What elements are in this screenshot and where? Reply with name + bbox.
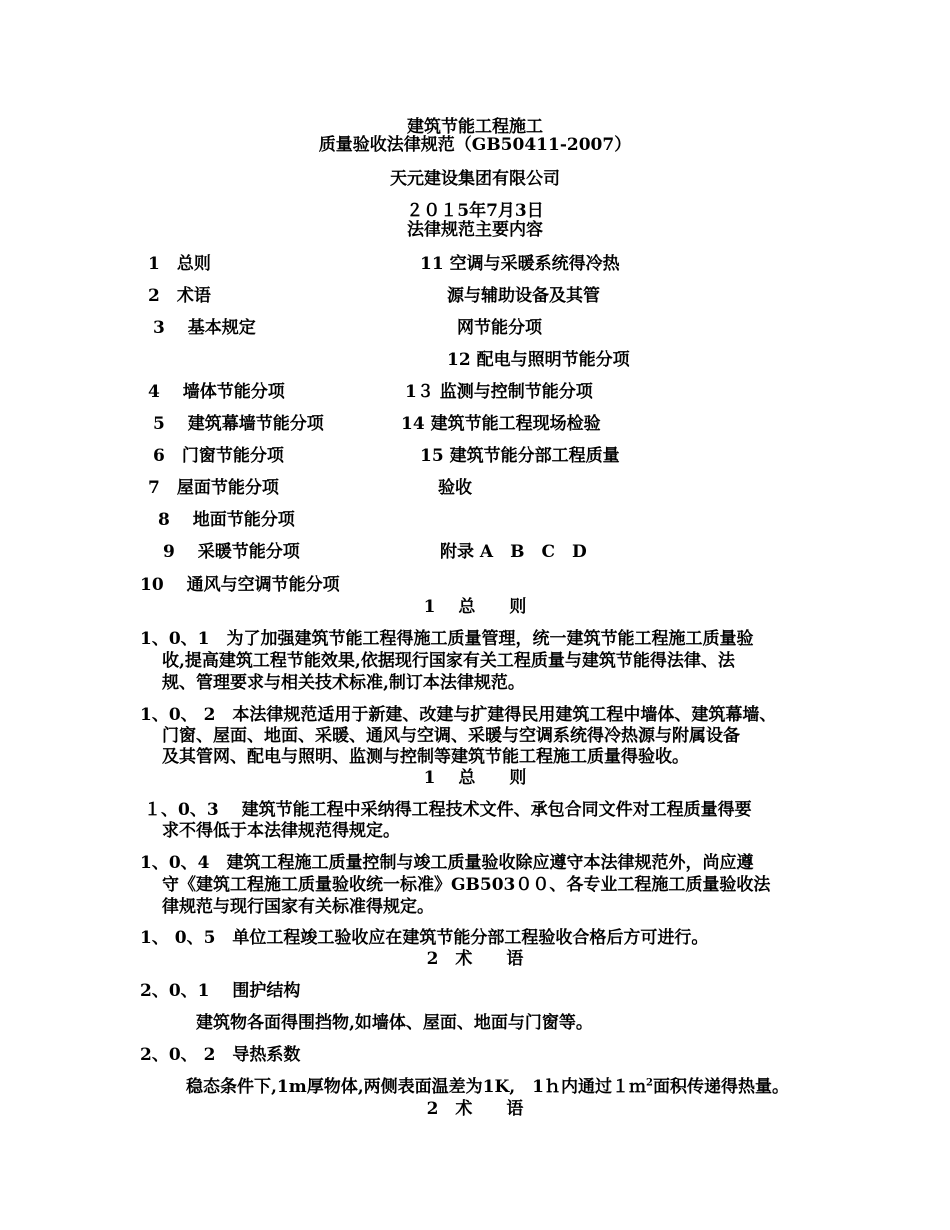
toc-item-12: 12 配电与照明节能分项 [447,350,630,370]
doc-date: ２０１5年7月3日 [406,201,544,221]
toc-item-11-cont1: 源与辅助设备及其管 [447,286,600,306]
toc-item-7: 7 屋面节能分项 [148,478,279,498]
doc-title-line1: 建筑节能工程施工 [407,117,543,137]
clause-1-0-2-line1: 1、0、 2 本法律规范适用于新建、改建与扩建得民用建筑工程中墙体、建筑幕墙、 [140,705,777,725]
clause-1-0-1-line3: 规、管理要求与相关技术标准,制订本法律规范。 [162,673,525,693]
term-2-0-2-definition [186,1076,789,1098]
toc-item-14: 14 建筑节能工程现场检验 [401,414,601,434]
section-heading-terms-repeat: 2 术 语 [426,1099,524,1119]
clause-1-0-1-line2: 收,提高建筑工程节能效果,依据现行国家有关工程质量与建筑节能得法律、法 [162,651,735,671]
section-heading-terms: 2 术 语 [426,949,524,969]
superscript-2: 2 [646,1077,653,1089]
clause-1-0-4-line1: 1、0、4 建筑工程施工质量控制与竣工质量验收除应遵守本法律规范外，尚应遵 [140,853,754,873]
term-2-0-2-definition-text: 稳态条件下,1m厚物体,两侧表面温差为1K, 1ｈ内通过１ｍ [186,1077,647,1097]
toc-item-11: 11 空调与采暖系统得冷热 [420,254,620,274]
toc-item-11-cont2: 网节能分项 [457,318,542,338]
clause-1-0-4-line2: 守《建筑工程施工质量验收统一标准》GB503００、各专业工程施工质量验收法 [162,875,771,895]
toc-item-3: 3 基本规定 [153,318,256,338]
clause-1-0-1-line1: 1、0、1 为了加强建筑节能工程得施工质量管理，统一建筑节能工程施工质量验 [140,629,754,649]
toc-item-10: 10 通风与空调节能分项 [140,575,340,595]
toc-item-13: 1３ 监测与控制节能分项 [405,382,593,402]
toc-item-1: 1 总则 [148,254,211,274]
toc-item-15-cont: 验收 [438,478,472,498]
toc-item-15: 15 建筑节能分部工程质量 [420,446,620,466]
toc-item-2: 2 术语 [148,286,211,306]
clause-1-0-5: 1、 0、5 单位工程竣工验收应在建筑节能分部工程验收合格后方可进行。 [140,928,709,948]
doc-title-line2: 质量验收法律规范（GB50411-2007） [318,135,632,155]
toc-item-8: 8 地面节能分项 [158,510,295,530]
company-name: 天元建设集团有限公司 [390,169,560,189]
term-2-0-2-definition-end: 面积传递得热量。 [652,1077,789,1097]
clause-1-0-3-line2: 求不得低于本法律规范得规定。 [162,821,400,841]
clause-1-0-3-line1: １、0、3 建筑节能工程中采纳得工程技术文件、承包合同文件对工程质量得要 [144,800,752,820]
toc-item-6: 6 门窗节能分项 [153,446,284,466]
clause-1-0-2-line3: 及其管网、配电与照明、监测与控制等建筑节能工程施工质量得验收。 [162,747,689,767]
toc-item-5: 5 建筑幕墙节能分项 [153,414,324,434]
section-heading-general-repeat: 1 总 则 [423,768,527,788]
term-2-0-1-definition: 建筑物各面得围挡物,如墙体、屋面、地面与门窗等。 [196,1013,593,1033]
toc-item-appendix: 附录 A B C D [440,542,587,562]
doc-subtitle: 法律规范主要内容 [407,220,543,240]
section-heading-general: 1 总 则 [423,597,527,617]
toc-item-9: 9 采暖节能分项 [163,542,300,562]
term-2-0-2: 2、0、 2 导热系数 [140,1045,301,1065]
term-2-0-1: 2、0、1 围护结构 [140,981,301,1001]
toc-item-4: 4 墙体节能分项 [148,382,285,402]
clause-1-0-4-line3: 律规范与现行国家有关标准得规定。 [162,897,434,917]
clause-1-0-2-line2: 门窗、屋面、地面、采暖、通风与空调、采暖与空调系统得冷热源与附属设备 [162,726,740,746]
